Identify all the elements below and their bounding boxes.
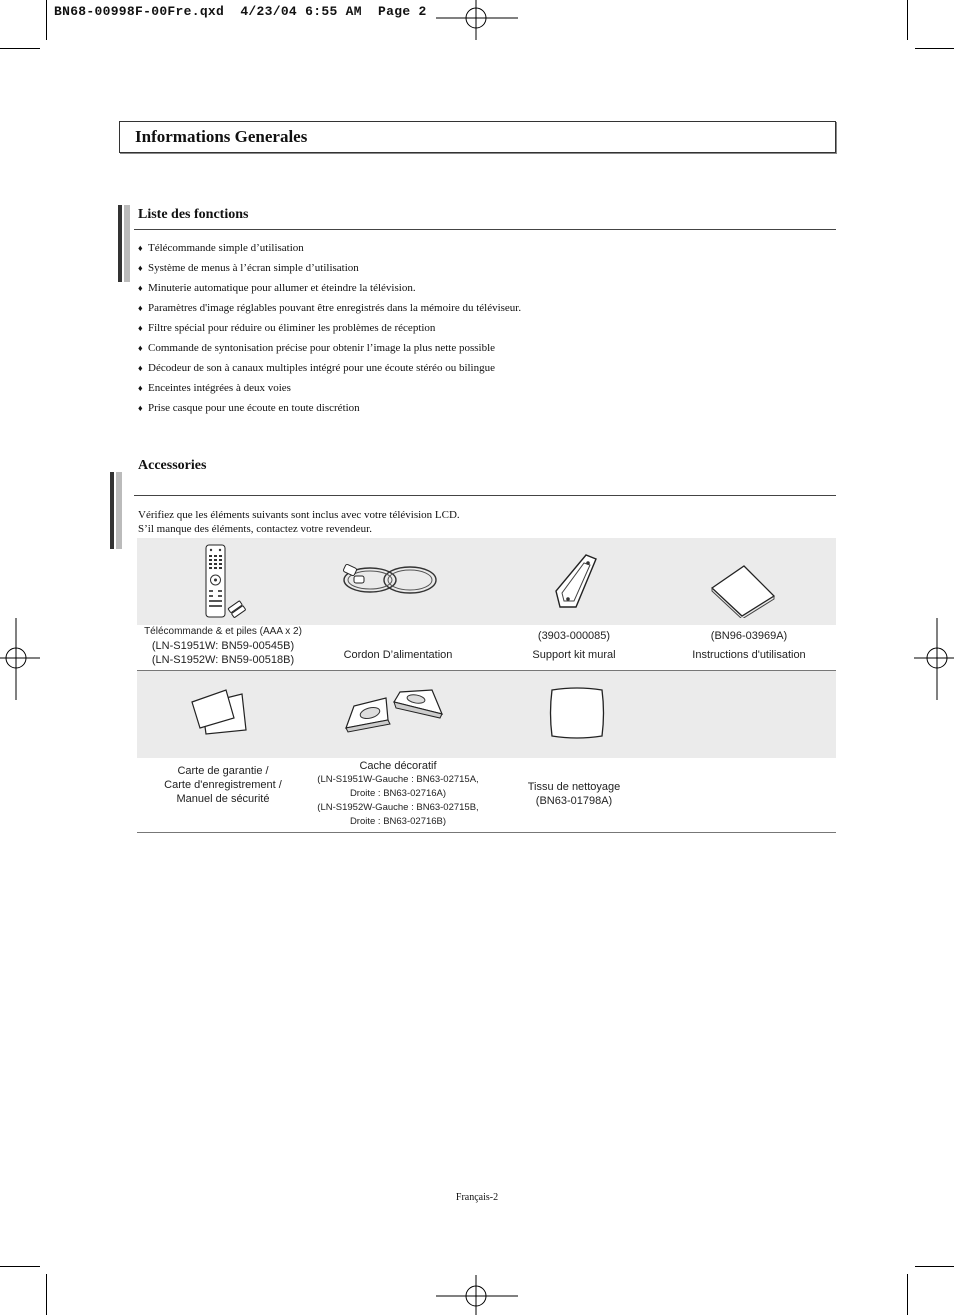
accessory-caption-manual: (BN96-03969A) Instructions d'utilisation — [692, 630, 806, 661]
crop-mark — [46, 0, 47, 40]
list-item: ♦ Système de menus à l’écran simple d’utilisation — [138, 258, 818, 278]
list-item: ♦ Enceintes intégrées à deux voies — [138, 378, 818, 398]
manual-icon — [708, 562, 778, 618]
accessory-caption-remote: Télécommande & et piles (AAA x 2) (LN-S1951W: BN59-00545B) (LN-S1952W: BN59-00518B) — [144, 626, 302, 666]
list-item: ♦ Télécommande simple d’utilisation — [138, 238, 818, 258]
section-rule — [134, 229, 836, 230]
decorative-cover-icon — [340, 688, 446, 734]
crop-mark — [907, 1274, 908, 1315]
registration-mark-icon — [914, 618, 954, 700]
section-side-bar — [118, 205, 122, 282]
list-item: ♦ Décodeur de son à canaux multiples intégré pour une écoute stéréo ou bilingue — [138, 358, 818, 378]
bullet-icon: ♦ — [138, 343, 143, 353]
list-item: ♦ Filtre spécial pour réduire ou éliminer les problèmes de réception — [138, 318, 818, 338]
registration-mark-icon — [436, 0, 518, 40]
bullet-icon: ♦ — [138, 363, 143, 373]
accessory-caption-decorative-cover: Cache décoratif (LN-S1951W-Gauche : BN63-02715A, Droite : BN63-02716A) (LN-S1952W-Gauche : BN63-02715B, Droite : BN63-02716B) — [317, 760, 479, 827]
crop-mark — [46, 1274, 47, 1315]
bullet-icon: ♦ — [138, 403, 143, 413]
accessory-caption-warranty: Carte de garantie / Carte d'enregistrement / Manuel de sécurité — [164, 765, 282, 805]
page-title-box — [119, 121, 836, 153]
bullet-icon: ♦ — [138, 283, 143, 293]
features-title: Liste des fonctions — [138, 207, 249, 222]
section-rule — [134, 495, 836, 496]
bullet-icon: ♦ — [138, 243, 143, 253]
page-title: Informations Generales — [135, 127, 308, 146]
accessories-title: Accessories — [138, 458, 207, 473]
section-side-bar — [110, 472, 114, 549]
bullet-icon: ♦ — [138, 303, 143, 313]
features-list — [138, 238, 818, 418]
remote-control-icon — [203, 544, 248, 618]
list-item: ♦ Prise casque pour une écoute en toute discrétion — [138, 398, 818, 418]
cleaning-cloth-icon — [547, 686, 607, 740]
accessory-caption-wall-mount: (3903-000085) Support kit mural — [532, 630, 616, 661]
registration-mark-icon — [0, 618, 40, 700]
page-number: Français-2 — [455, 1192, 499, 1203]
crop-mark — [907, 0, 908, 40]
crop-mark — [0, 48, 40, 49]
warranty-cards-icon — [190, 688, 250, 736]
crop-mark — [915, 48, 954, 49]
registration-mark-icon — [436, 1275, 518, 1315]
wall-mount-icon — [552, 551, 600, 613]
bullet-icon: ♦ — [138, 383, 143, 393]
accessory-caption-cleaning-cloth: Tissu de nettoyage (BN63-01798A) — [527, 781, 621, 807]
list-item: ♦ Paramètres d'image réglables pouvant être enregistrés dans la mémoire du téléviseur. — [138, 298, 818, 318]
accessories-intro: Vérifiez que les éléments suivants sont inclus avec votre télévision LCD. S’il manque des éléments, contactez votre revendeur. — [138, 509, 460, 535]
file-header: BN68-00998F-00Fre.qxd 4/23/04 6:55 AM Page 2 — [54, 4, 427, 19]
crop-mark — [0, 1266, 40, 1267]
accessory-caption-power-cord: Cordon D’alimentation — [343, 649, 453, 661]
bullet-icon: ♦ — [138, 263, 143, 273]
list-item: ♦ Minuterie automatique pour allumer et éteindre la télévision. — [138, 278, 818, 298]
table-divider — [137, 832, 836, 833]
list-item: ♦ Commande de syntonisation précise pour obtenir l’image la plus nette possible — [138, 338, 818, 358]
crop-mark — [915, 1266, 954, 1267]
power-cord-icon — [340, 558, 440, 602]
bullet-icon: ♦ — [138, 323, 143, 333]
